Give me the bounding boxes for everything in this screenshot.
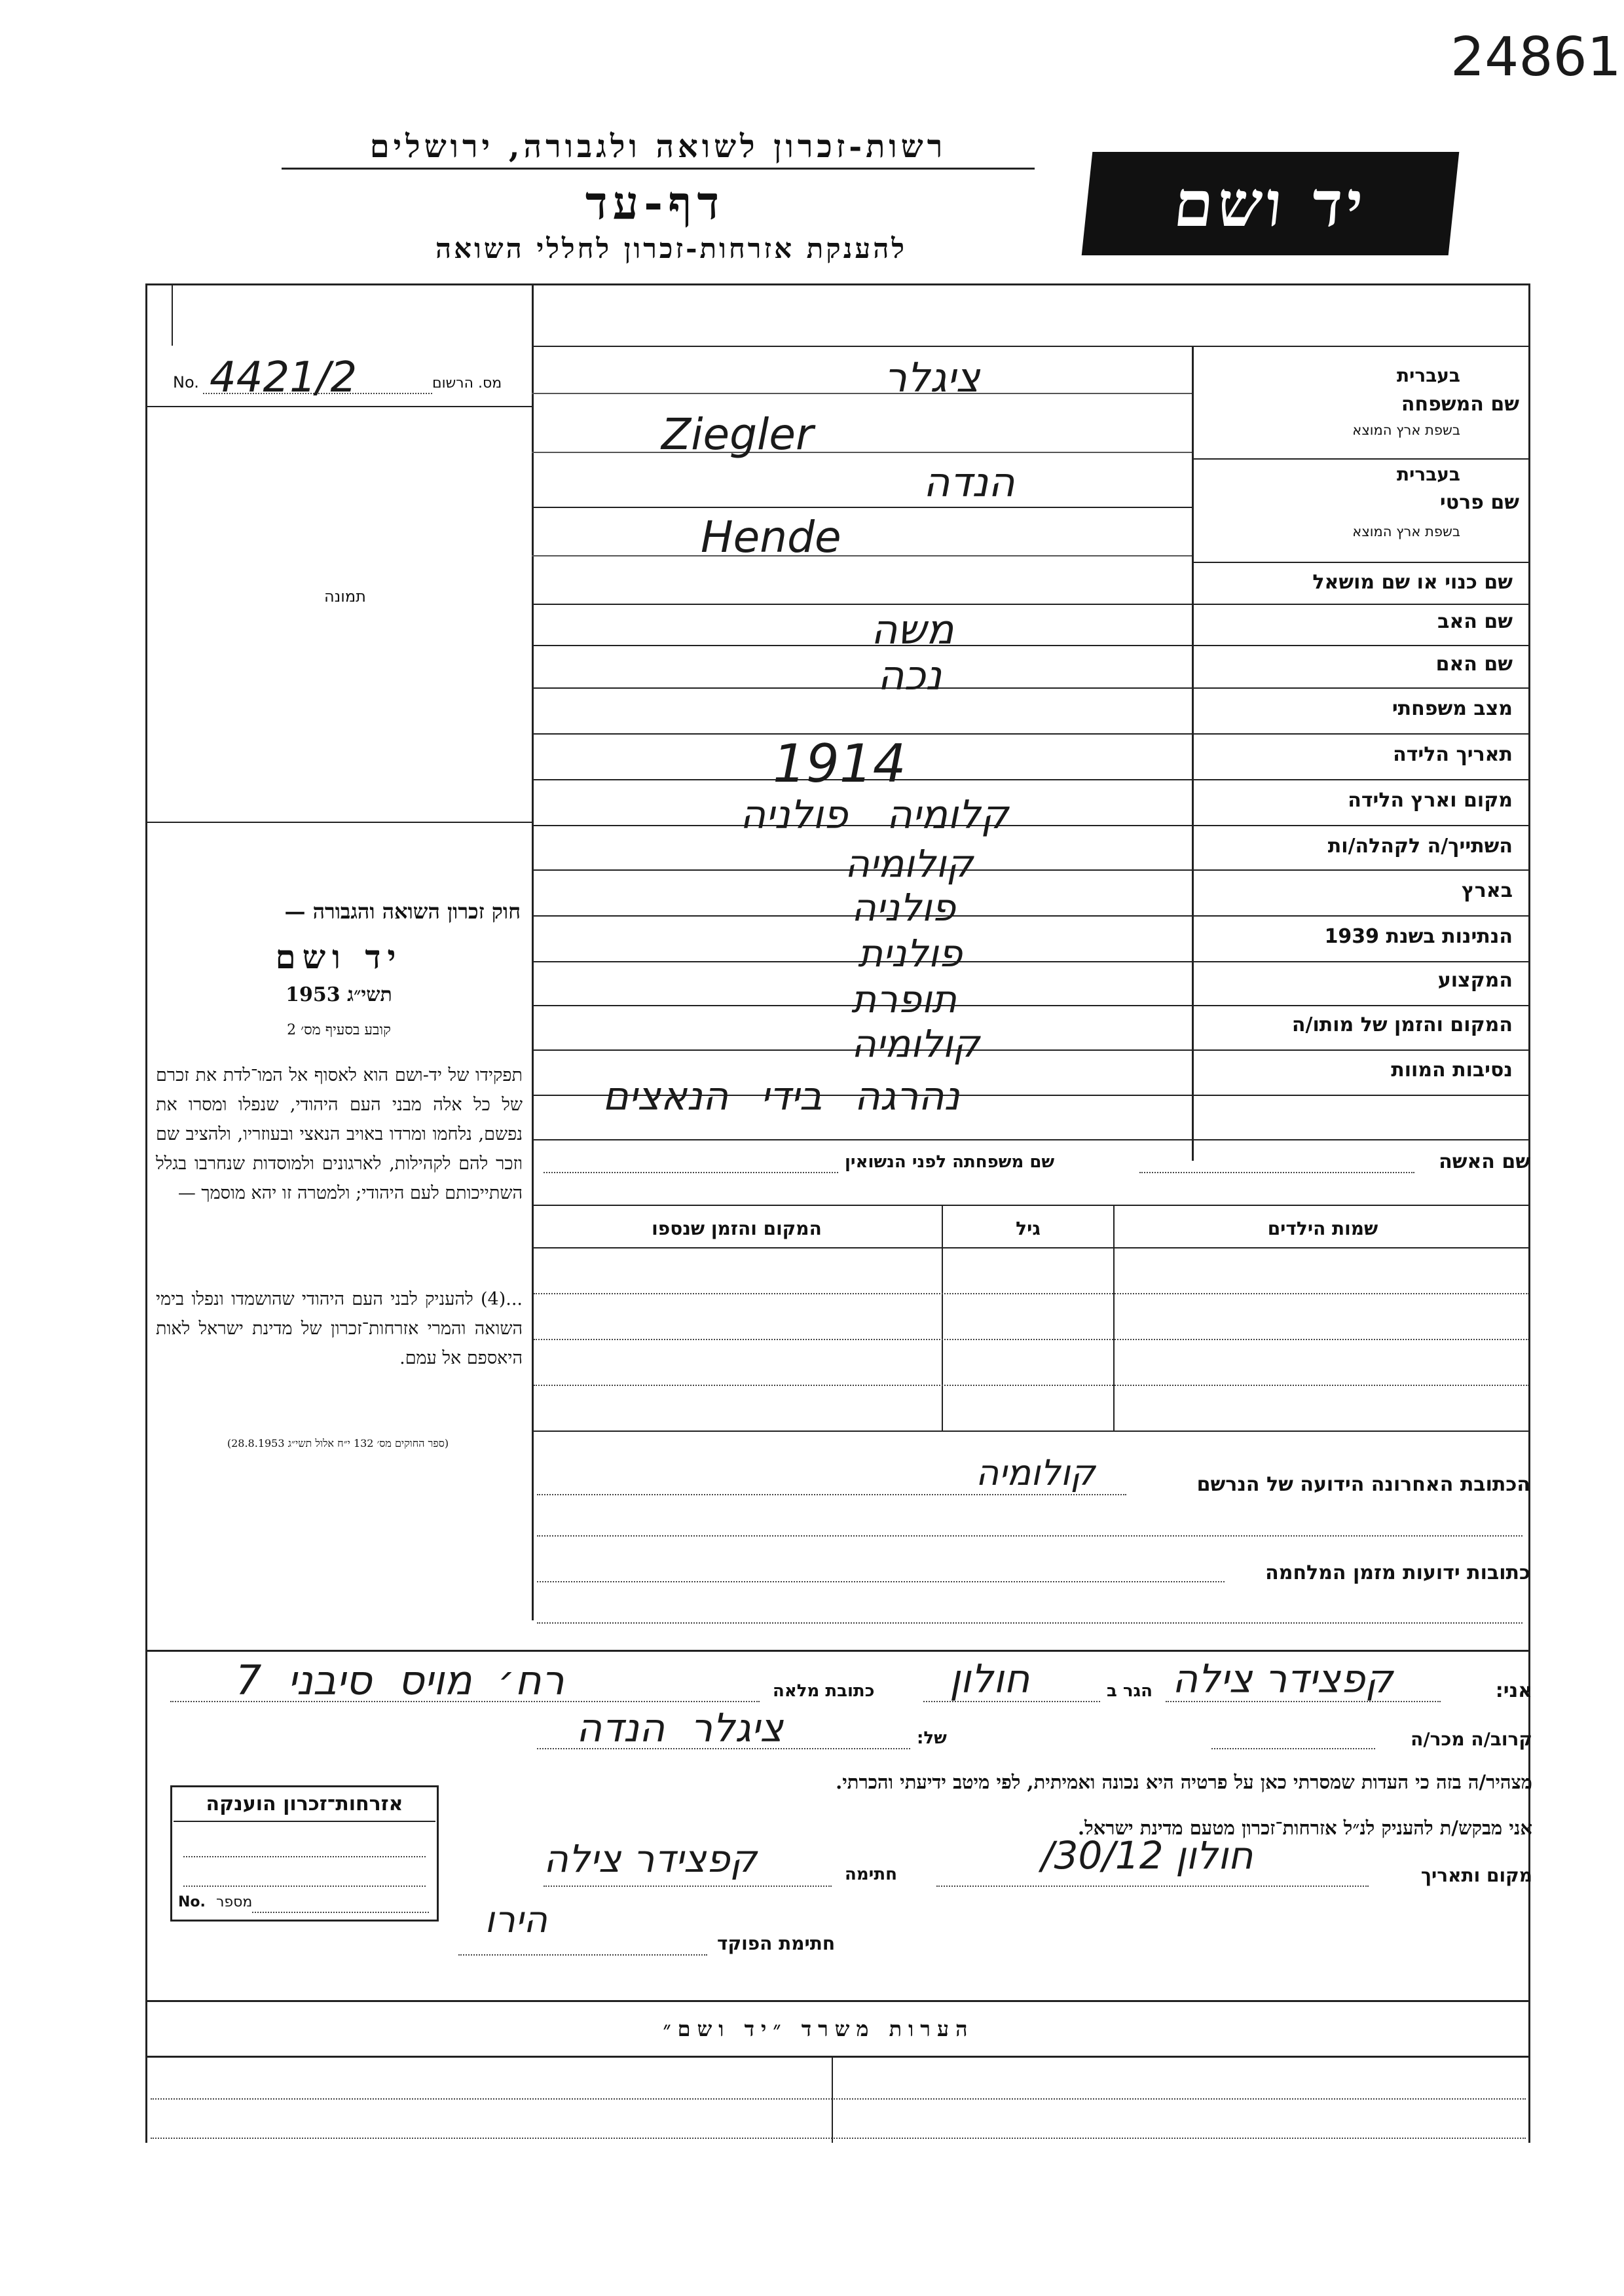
notes-label: הערות משרד ״יד ושם״ <box>663 2016 974 2041</box>
children-header-names: שמות הילדים <box>1267 1218 1378 1239</box>
birth-date-value: 1914 <box>773 733 906 794</box>
yad-vashem-logo <box>1082 152 1460 255</box>
mother-label: שם האם <box>1435 653 1513 676</box>
officer-signature-value: הירו <box>485 1899 547 1941</box>
law-text-2: ...(4) להעניק לבני העם היהודי שהושמדו ונפלו בימי השואה והמרי אזרחות־זכרון של מדינת ישראל לאות היאספם אל עמם. <box>156 1289 523 1368</box>
citizenship-value: פולנית <box>858 931 963 975</box>
officer-signature-label: חתימת הפוקד <box>717 1933 836 1954</box>
children-header-age: גיל <box>1016 1218 1041 1239</box>
signature-value: קפצידר צילה <box>544 1836 757 1881</box>
family-name-sub-hebrew: בעברית <box>1396 365 1460 386</box>
law-text-1: תפקידו של יד-ושם הוא לאסוף אל המו־לדת את זכרם של כל אלה מבני העם היהודי, שנפלו ומסרו את נפשם, נלחמו ומרדו באויב הנאצי ובעוזריו, ולהציב שם וזכר להם לקהילות, לארגונים ולמוסדות שנחרבו בגלל השתייכותם לעם היהודי; ולמטרה זו יהא מוסמך — <box>156 1065 523 1203</box>
family-name-sub-origin: בשפת ארץ המוצא <box>1352 422 1460 438</box>
country-value: פולניה <box>851 885 956 930</box>
death-circumstances-value: נהרגה בידי הנאצים <box>602 1074 960 1120</box>
known-addresses-label: כתובות ידועות מזמן המלחמה <box>1265 1561 1530 1584</box>
family-name-hebrew-value: ציגלר <box>884 354 980 401</box>
profession-label: המקצוע <box>1437 969 1513 992</box>
law-title: חוק זכרון השואה והגבורה — <box>284 899 521 924</box>
resident-label: הגר ב <box>1107 1681 1153 1701</box>
logo-text: יד ושם <box>1170 166 1371 241</box>
birth-place-label: מקום וארץ הלידה <box>1348 789 1513 812</box>
law-source: (ספר החוקים מס׳ 132 י״ח אלול תשי״ג 28.8.1953) <box>227 1437 449 1449</box>
marital-status-label: מצב משפחתי <box>1392 697 1513 720</box>
citizenship-box-title: אזרחות־זכרון הוענקה <box>174 1793 435 1822</box>
of-label: של: <box>917 1728 947 1748</box>
resident-city-value: חולון <box>950 1656 1030 1702</box>
law-name: יד ושם <box>275 938 403 976</box>
birth-place-value: קלומיה פולניה <box>740 792 1009 838</box>
authority-header: רשות-זכרון לשואה ולגבורה, ירושלים <box>282 128 1035 170</box>
last-address-label: הכתובת האחרונה הידועה של הנרשם <box>1196 1473 1530 1496</box>
first-name-latin-value: Hende <box>701 512 841 562</box>
declarant-i-label: אני: <box>1495 1679 1532 1702</box>
last-address-value: קולומיה <box>976 1452 1096 1493</box>
full-address-label: כתובת מלאה <box>773 1681 875 1701</box>
birth-date-label: תאריך הלידה <box>1393 743 1513 766</box>
place-date-label: מקום ותאריך <box>1420 1865 1532 1886</box>
relative-label: קרוב/ה מכר/ה <box>1411 1728 1532 1750</box>
law-year: תשי״ג 1953 <box>286 983 392 1006</box>
registration-label: מס. הרשום <box>432 375 502 392</box>
form-subtitle: להענקת אזרחות-זכרון לחללי השואה <box>435 232 908 264</box>
citizenship-label: הנתינות בשנת 1939 <box>1324 925 1513 948</box>
mother-name-value: נכה <box>877 651 942 699</box>
wife-maiden-label: שם משפחתה לפני הנשואין <box>845 1152 1055 1172</box>
law-clause: קובע בסעיף מס׳ 2 <box>287 1022 391 1038</box>
family-name-label: שם המשפחה <box>1401 393 1519 416</box>
form-title: דף-עד <box>585 175 725 230</box>
community-label: השתייך/ה לקהלה/ות <box>1327 835 1513 858</box>
father-name-value: משה <box>871 606 954 653</box>
of-value: ציגלר הנדה <box>576 1705 783 1751</box>
declarant-name-value: קפצידר צילה <box>1172 1656 1393 1702</box>
first-name-sub-origin: בשפת ארץ המוצא <box>1352 524 1460 539</box>
full-address-value: רח׳ מויס סיבני 7 <box>236 1656 564 1704</box>
profession-value: תופרת <box>851 977 957 1021</box>
registration-no-label: No. <box>173 373 199 392</box>
nickname-label: שם כנוי או שם מושאל <box>1312 571 1513 594</box>
first-name-hebrew-value: הנדה <box>923 458 1015 506</box>
archive-number: 24861 <box>1450 26 1621 88</box>
place-date-value: חולון 30/12/ <box>1041 1833 1253 1878</box>
declaration-statement: מצהיר/ה בזה כי העדות שמסרתי כאן על פרטיה היא נכונה ואמיתית, לפי מיטב ידיעתי והכרתי. <box>836 1771 1532 1793</box>
death-place-value: קולומיה <box>851 1021 980 1066</box>
family-name-latin-value: Ziegler <box>661 409 814 460</box>
signature-label: חתימה <box>845 1865 897 1884</box>
country-label: בארץ <box>1461 879 1513 902</box>
citizenship-box-number-label: מספר <box>216 1894 253 1910</box>
registration-number: 4421/2 <box>210 354 358 402</box>
community-value: קולומיה <box>845 841 973 886</box>
photo-label: תמונה <box>324 587 366 606</box>
father-label: שם האב <box>1437 610 1513 633</box>
children-header-place: המקום והזמן שנספו <box>652 1218 822 1239</box>
declaration-request: אני מבקש/ת להעניק לנ״ל אזרחות־זכרון מטעם מדינת ישראל. <box>1078 1817 1532 1839</box>
wife-label: שם האשה <box>1439 1150 1530 1173</box>
first-name-label: שם פרטי <box>1439 491 1519 514</box>
death-place-label: המקום והזמן של מותו/ה <box>1291 1013 1513 1036</box>
citizenship-box-no-label: No. <box>178 1894 206 1910</box>
death-circumstances-label: נסיבות המוות <box>1391 1059 1513 1082</box>
first-name-sub-hebrew: בעברית <box>1396 464 1460 485</box>
